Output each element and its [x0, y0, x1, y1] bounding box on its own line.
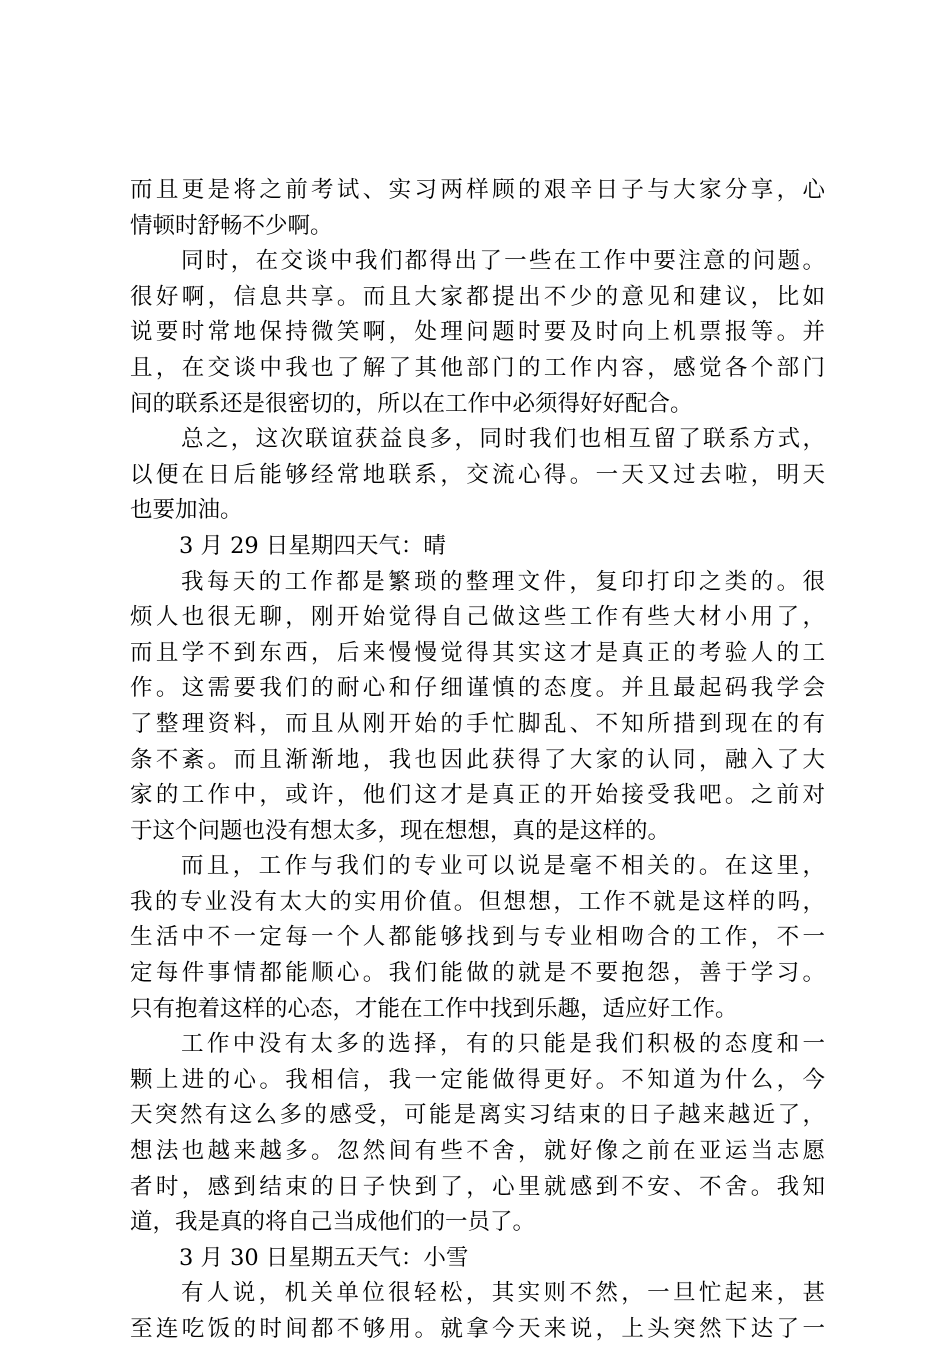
paragraph [130, 1027, 825, 1241]
text-line: 而且学不到东西，后来慢慢觉得其实这才是真正的考验人的工 [130, 639, 825, 666]
date-line: 3 月 30 日星期五天气：小雪 [179, 1244, 469, 1271]
text-line: 我每天的工作都是繁琐的整理文件，复印打印之类的。很 [181, 568, 825, 595]
text-line: 颗上进的心。我相信，我一定能做得更好。不知道为什么，今 [130, 1066, 825, 1093]
text-line: 道，我是真的将自己当成他们的一员了。 [130, 1209, 536, 1236]
text-line: 家的工作中，或许，他们这才是真正的开始接受我吧。之前对 [130, 782, 825, 809]
diary-date-heading [130, 1241, 825, 1277]
text-line: 我的专业没有太大的实用价值。但想想，工作不就是这样的吗， [130, 888, 825, 915]
paragraph [130, 1276, 825, 1347]
text-line: 也要加油。 [130, 497, 243, 524]
paragraph [130, 422, 825, 529]
text-line: 于这个问题也没有想太多，现在想想，真的是这样的。 [130, 817, 671, 844]
text-line: 且，在交谈中我也了解了其他部门的工作内容，感觉各个部门 [130, 354, 825, 381]
text-line: 而且，工作与我们的专业可以说是毫不相关的。在这里， [181, 853, 825, 880]
text-line: 烦人也很无聊，刚开始觉得自己做这些工作有些大材小用了， [130, 604, 825, 631]
paragraph [130, 565, 825, 850]
text-line: 情顿时舒畅不少啊。 [130, 212, 333, 239]
paragraph [130, 173, 825, 244]
text-line: 工作中没有太多的选择，有的只能是我们积极的态度和一 [181, 1031, 825, 1058]
text-line: 条不紊。而且渐渐地，我也因此获得了大家的认同，融入了大 [130, 746, 825, 773]
text-line: 同时，在交谈中我们都得出了一些在工作中要注意的问题。 [181, 248, 825, 275]
text-line: 只有抱着这样的心态，才能在工作中找到乐趣，适应好工作。 [130, 995, 738, 1022]
text-line: 想法也越来越多。忽然间有些不舍，就好像之前在亚运当志愿 [130, 1138, 825, 1165]
text-line: 而且更是将之前考试、实习两样顾的艰辛日子与大家分享，心 [130, 177, 825, 203]
text-line: 说要时常地保持微笑啊，处理问题时要及时向上机票报等。并 [130, 319, 825, 346]
diary-date-heading [130, 529, 825, 565]
text-line: 有人说，机关单位很轻松，其实则不然，一旦忙起来，甚 [181, 1280, 825, 1307]
paragraph [130, 244, 825, 422]
text-line: 很好啊，信息共享。而且大家都提出不少的意见和建议，比如 [130, 283, 825, 310]
text-line: 生活中不一定每一个人都能够找到与专业相吻合的工作，不一 [130, 924, 825, 951]
text-line: 定每件事情都能顺心。我们能做的就是不要抱怨，善于学习。 [130, 960, 825, 987]
text-line: 天突然有这么多的感受，可能是离实习结束的日子越来越近了， [130, 1102, 825, 1129]
text-line: 作。这需要我们的耐心和仔细谨慎的态度。并且最起码我学会 [130, 675, 825, 702]
text-line: 总之，这次联谊获益良多，同时我们也相互留了联系方式， [181, 426, 825, 453]
text-line: 者时，感到结束的日子快到了，心里就感到不安、不舍。我知 [130, 1173, 825, 1200]
document-body [130, 173, 825, 1348]
text-line: 间的联系还是很密切的，所以在工作中必须得好好配合。 [130, 390, 693, 417]
text-line: 以便在日后能够经常地联系，交流心得。一天又过去啦，明天 [130, 461, 825, 488]
text-line: 至连吃饭的时间都不够用。就拿今天来说，上头突然下达了一 [130, 1316, 825, 1342]
text-line: 了整理资料，而且从刚开始的手忙脚乱、不知所措到现在的有 [130, 710, 825, 737]
date-line: 3 月 29 日星期四天气：晴 [179, 532, 446, 559]
paragraph [130, 849, 825, 1027]
